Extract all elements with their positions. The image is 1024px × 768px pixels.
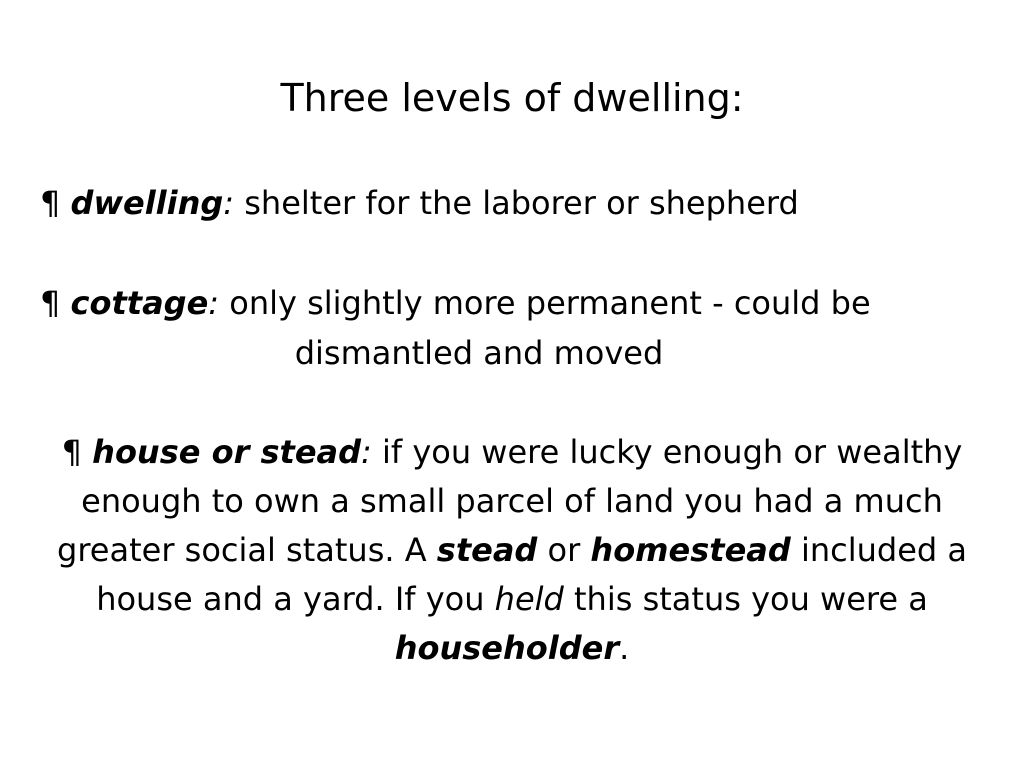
- definition-house-status: this status you were a: [563, 580, 928, 618]
- entry-dwelling: [40, 178, 799, 228]
- term-cottage: cottage: [70, 284, 209, 322]
- term-householder: householder: [394, 629, 620, 667]
- term-colon: :: [223, 184, 235, 222]
- definition-dwelling: shelter for the laborer or shepherd: [234, 184, 799, 222]
- pilcrow-mark: ¶: [40, 284, 61, 322]
- definition-cottage-continued: dismantled and moved: [294, 334, 664, 372]
- term-dwelling: dwelling: [70, 184, 224, 222]
- definition-cottage: only slightly more permanent - could be: [219, 284, 871, 322]
- term-house-or-stead: house or stead: [92, 433, 362, 471]
- word-held: held: [494, 580, 564, 618]
- slide-title: Three levels of dwelling:: [280, 76, 744, 120]
- pilcrow-mark: ¶: [61, 433, 82, 471]
- final-period: .: [619, 629, 630, 667]
- term-homestead: homestead: [590, 531, 791, 569]
- definition-house-part1: if you were lucky enough or wealthy enough to own a small parcel of land you had a much greater social status. A: [57, 433, 963, 569]
- definition-house-included: included a house and a yard. If you: [96, 531, 967, 618]
- term-stead: stead: [436, 531, 538, 569]
- pilcrow-mark: ¶: [40, 184, 61, 222]
- entry-cottage: [40, 278, 871, 328]
- term-colon: :: [208, 284, 220, 322]
- term-colon: :: [361, 433, 372, 471]
- entry-house-or-stead: [22, 428, 1002, 673]
- definition-house-or: or: [537, 531, 591, 569]
